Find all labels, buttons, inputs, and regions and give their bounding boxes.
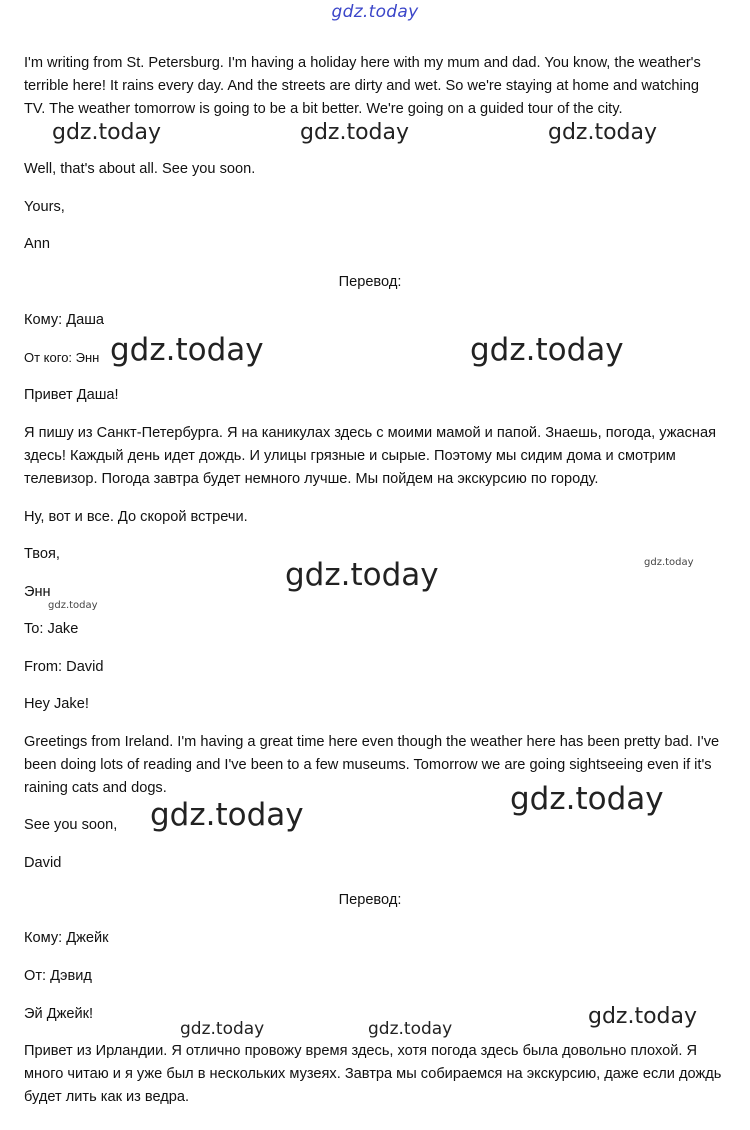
translation1-from: От кого: Энн [24, 350, 100, 365]
translation2-body: Привет из Ирландии. Я отлично провожу время здесь, хотя погода здесь была довольно плохой. Я много читаю и я уже был в нескольких музеях. Завтра мы собираемся на экскурсию, даже если дождь будет лить как из ведра. [24, 1043, 722, 1105]
letter2-closing: See you soon, [24, 817, 118, 833]
translation2-from: От: Дэвид [24, 968, 92, 984]
watermark: gdz.today [368, 1019, 453, 1039]
watermark: gdz.today [300, 120, 410, 145]
watermark: gdz.today [285, 557, 439, 593]
watermark: gdz.today [470, 332, 624, 368]
translation1-body: Я пишу из Санкт-Петербурга. Я на каникулах здесь с моими мамой и папой. Знаешь, погода, ужасная здесь! Каждый день идет дождь. И улицы грязные и сырые. Поэтому мы сидим дома и смотрим телевизор. Погода завтра будет немного лучше. Мы пойдем на экскурсию по городу. [24, 425, 716, 487]
watermark: gdz.today [644, 557, 694, 568]
letter1-closing: Well, that's about all. See you soon. [24, 161, 256, 177]
letter1-sign-off: Yours, [24, 199, 65, 215]
letter2-greeting: Hey Jake! [24, 696, 89, 712]
site-logo[interactable]: gdz.today [331, 2, 419, 22]
translation2-greeting: Эй Джейк! [24, 1006, 94, 1022]
letter2-to: To: Jake [24, 621, 79, 637]
watermark: gdz.today [588, 1004, 698, 1029]
letter1-body: I'm writing from St. Petersburg. I'm having a holiday here with my mum and dad. You know, the weather's terrible here! It rains every day. And the streets are dirty and wet. So we're staying at home and watching TV. The weather tomorrow is going to be a bit better. We're going on a guided tour of the city. [24, 55, 701, 117]
watermark: gdz.today [52, 120, 162, 145]
letter2-from: From: David [24, 659, 104, 675]
watermark: gdz.today [48, 600, 98, 611]
letter1-signature: Ann [24, 236, 50, 252]
watermark: gdz.today [110, 332, 264, 368]
translation1-heading: Перевод: [338, 274, 402, 290]
watermark: gdz.today [150, 797, 304, 833]
translation1-closing: Ну, вот и все. До скорой встречи. [24, 509, 248, 525]
translation1-to: Кому: Даша [24, 312, 105, 328]
watermark: gdz.today [510, 781, 664, 817]
letter2-body: Greetings from Ireland. I'm having a great time here even though the weather here has been pretty bad. I've been doing lots of reading and I've been to a few museums. Tomorrow we are going sightseeing even if it's raining cats and dogs. [24, 734, 720, 796]
translation2-heading: Перевод: [338, 892, 402, 908]
translation1-signature: Энн [24, 584, 51, 600]
translation1-greeting: Привет Даша! [24, 387, 119, 403]
letter2-signature: David [24, 855, 62, 871]
translation1-sign-off: Твоя, [24, 546, 60, 562]
watermark: gdz.today [180, 1019, 265, 1039]
watermark: gdz.today [548, 120, 658, 145]
translation2-to: Кому: Джейк [24, 930, 109, 946]
